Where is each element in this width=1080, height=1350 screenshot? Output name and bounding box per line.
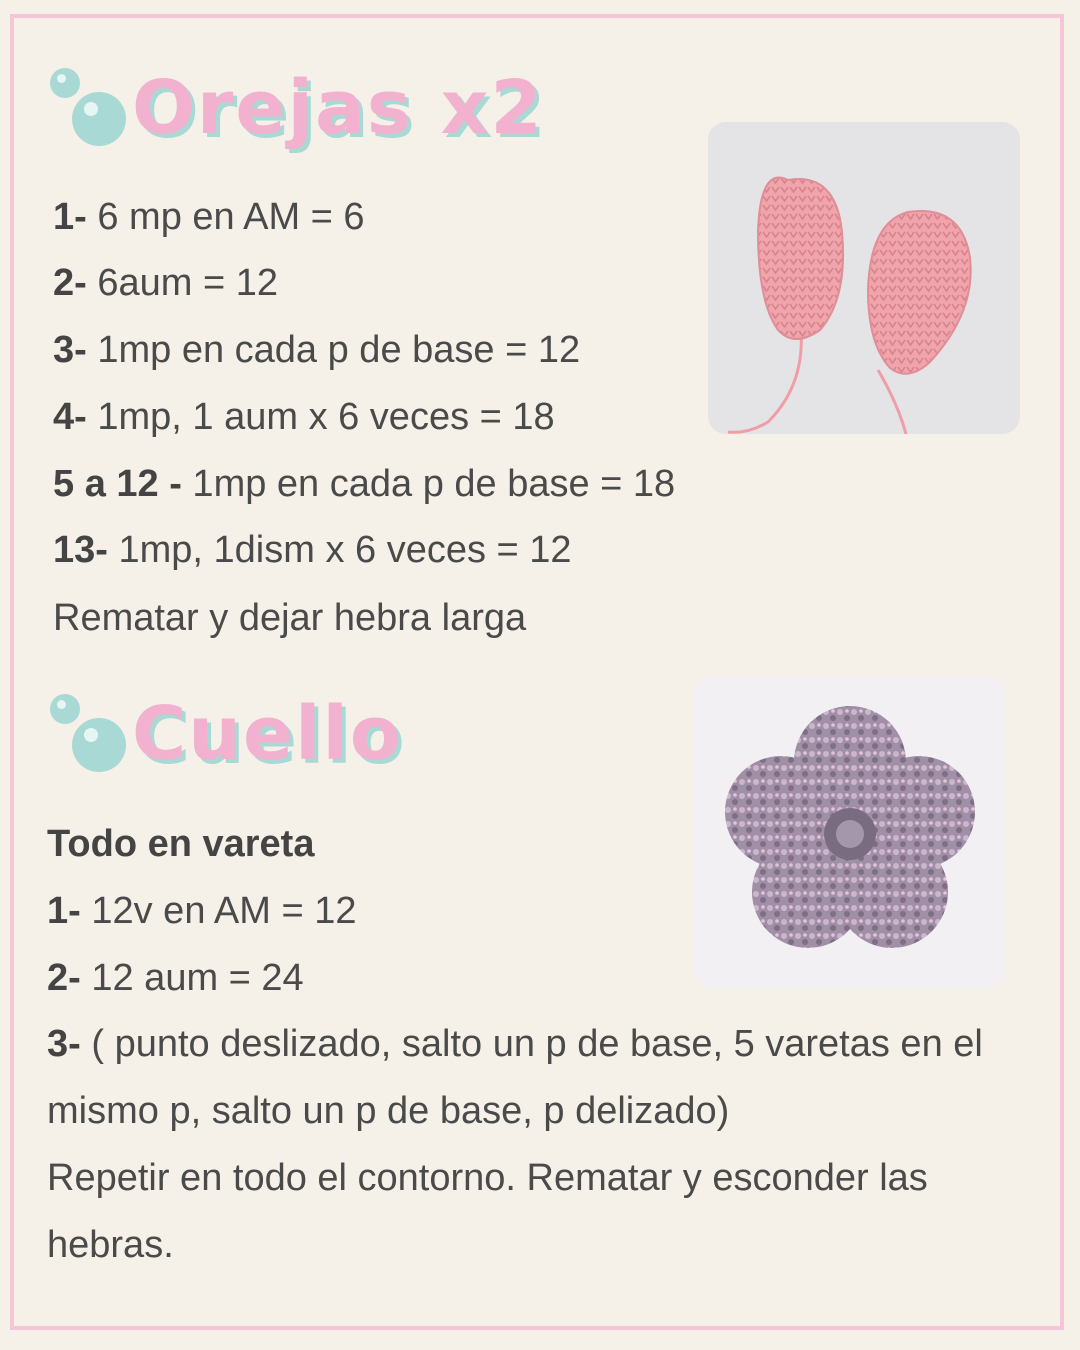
section-heading-orejas — [50, 65, 544, 151]
flower-photo — [694, 676, 1006, 988]
instruction-row — [47, 892, 356, 930]
row-text: 1mp, 1 aum x 6 veces = 18 — [86, 396, 555, 438]
row-number: 3- — [53, 329, 87, 371]
finish-instruction: Rematar y dejar hebra larga — [53, 597, 527, 639]
bubbles-icon — [50, 694, 130, 774]
row-text: 6 mp en AM = 6 — [86, 196, 365, 238]
section-title: Orejas x2 — [132, 65, 544, 151]
instruction-row — [53, 465, 675, 503]
section-heading-cuello — [50, 691, 403, 777]
instruction-row — [53, 531, 572, 569]
row-number: 4- — [53, 396, 87, 438]
instruction-row-3 — [47, 1011, 1037, 1145]
instruction-row — [53, 264, 278, 302]
instruction-row — [53, 331, 580, 369]
row-text: 12v en AM = 12 — [80, 890, 357, 932]
finish-instruction: Repetir en todo el contorno. Rematar y esconder las hebras. — [47, 1157, 928, 1266]
row-number: 3- — [47, 1023, 81, 1065]
row-text: 1mp en cada p de base = 12 — [86, 329, 581, 371]
row-text: 12 aum = 24 — [80, 957, 304, 999]
instruction-row — [53, 398, 555, 436]
row-number: 2- — [53, 262, 87, 304]
row-number: 5 a 12 - — [53, 463, 182, 505]
instruction-row — [53, 198, 365, 236]
row-text: ( punto deslizado, salto un p de base, 5 varetas en el mismo p, salto un p de base, p delizado) — [47, 1023, 983, 1132]
row-number: 1- — [53, 196, 87, 238]
row-number: 13- — [53, 529, 108, 571]
row-text: 1mp, 1dism x 6 veces = 12 — [107, 529, 572, 571]
row-number: 2- — [47, 957, 81, 999]
instruction-row — [47, 959, 304, 997]
row-text: 1mp en cada p de base = 18 — [181, 463, 676, 505]
bubbles-icon — [50, 68, 130, 148]
row-text: 6aum = 12 — [86, 262, 278, 304]
section-subtitle: Todo en vareta — [47, 823, 315, 865]
section-title: Cuello — [132, 691, 403, 777]
row-number: 1- — [47, 890, 81, 932]
ears-photo — [708, 122, 1020, 434]
